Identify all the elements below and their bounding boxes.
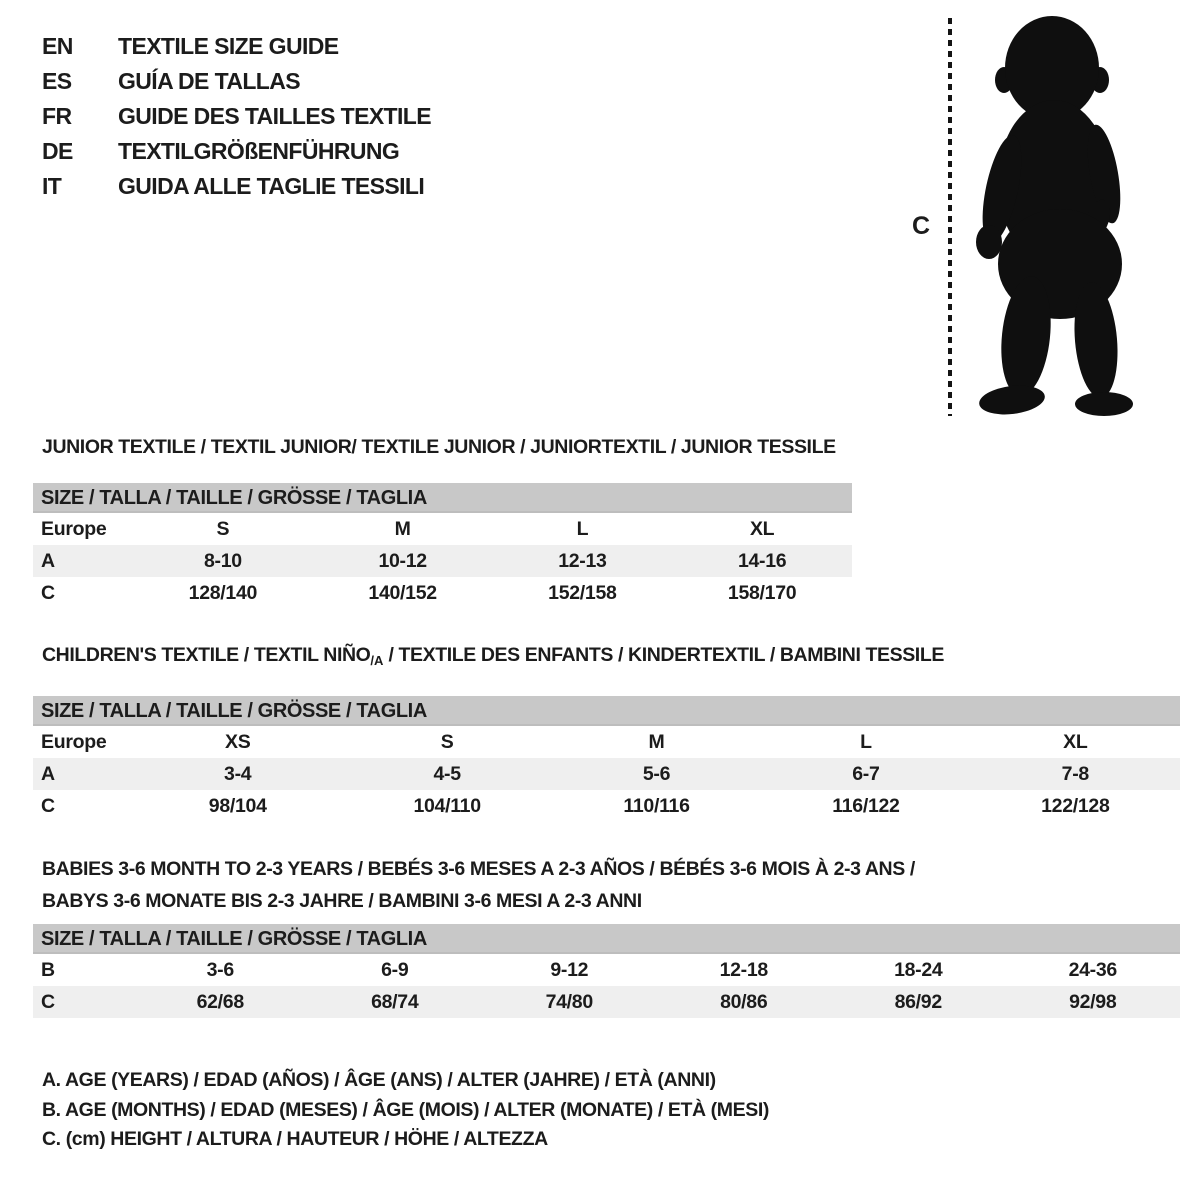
baby-silhouette <box>962 14 1144 420</box>
legend-block <box>42 1066 769 1155</box>
height-cell: 158/170 <box>727 582 797 604</box>
size-cell: M <box>394 518 411 540</box>
age-cell: 4-5 <box>433 763 461 785</box>
junior-textile-section <box>33 437 852 609</box>
height-measure-label: C <box>912 212 931 240</box>
row-label: Europe <box>41 518 107 540</box>
babies-row-height <box>33 986 1180 1018</box>
childrens-textile-section <box>33 645 1180 822</box>
lang-code-en: EN <box>42 33 73 59</box>
lang-code-de: DE <box>42 138 73 164</box>
lang-code-es: ES <box>42 68 72 94</box>
height-cell: 116/122 <box>832 795 900 817</box>
height-cell: 86/92 <box>894 991 942 1013</box>
junior-section-title <box>42 437 852 457</box>
age-cell: 8-10 <box>203 550 242 572</box>
height-cell: 128/140 <box>188 582 258 604</box>
junior-row-height <box>33 577 852 609</box>
childrens-row-height <box>33 790 1180 822</box>
size-cell: XL <box>749 518 775 540</box>
height-cell: 62/68 <box>196 991 244 1013</box>
lang-code-fr: FR <box>42 103 72 129</box>
months-cell: 6-9 <box>381 959 409 981</box>
height-cell: 122/128 <box>1041 795 1110 817</box>
language-title-block <box>42 29 431 204</box>
size-cell: S <box>440 731 454 753</box>
size-cell: L <box>576 518 589 540</box>
height-cell: 74/80 <box>545 991 593 1013</box>
childrens-title-post: / TEXTILE DES ENFANTS / KINDERTEXTIL / BAMBINI TESSILE <box>383 644 944 666</box>
height-cell: 68/74 <box>371 991 419 1013</box>
row-label: C <box>41 991 55 1013</box>
childrens-title-sub: /A <box>370 653 384 668</box>
row-label: Europe <box>41 731 107 753</box>
age-cell: 7-8 <box>1061 763 1089 785</box>
height-cell: 104/110 <box>413 795 481 817</box>
lang-row-de <box>42 134 431 169</box>
childrens-section-title <box>42 645 1180 671</box>
junior-size-header: SIZE / TALLA / TAILLE / GRÖSSE / TAGLIA <box>33 483 852 513</box>
lang-row-fr <box>42 99 431 134</box>
height-cell: 140/152 <box>368 582 437 604</box>
row-label: B <box>41 959 55 981</box>
lang-code-it: IT <box>42 173 62 199</box>
height-measure-line <box>948 18 952 416</box>
height-cell: 80/86 <box>720 991 768 1013</box>
childrens-row-europe <box>33 726 1180 758</box>
age-cell: 14-16 <box>737 550 787 572</box>
months-cell: 9-12 <box>550 959 589 981</box>
lang-title-de: TEXTILGRÖßENFÜHRUNG <box>118 138 400 164</box>
childrens-row-age <box>33 758 1180 790</box>
months-cell: 18-24 <box>894 959 943 981</box>
childrens-title-pre: CHILDREN'S TEXTILE / TEXTIL NIÑO <box>42 644 371 666</box>
babies-title-line2: BABYS 3-6 MONATE BIS 2-3 JAHRE / BAMBINI 3-6 MESI A 2-3 ANNI <box>42 890 642 912</box>
size-cell: XL <box>1063 731 1088 753</box>
childrens-size-header: SIZE / TALLA / TAILLE / GRÖSSE / TAGLIA <box>33 696 1180 726</box>
row-label: C <box>41 795 55 817</box>
legend-age-years: A. AGE (YEARS) / EDAD (AÑOS) / ÂGE (ANS) / ALTER (JAHRE) / ETÀ (ANNI) <box>42 1069 716 1091</box>
lang-title-it: GUIDA ALLE TAGLIE TESSILI <box>118 173 425 199</box>
months-cell: 3-6 <box>206 959 234 981</box>
height-cell: 98/104 <box>208 795 267 817</box>
age-cell: 6-7 <box>852 763 880 785</box>
lang-row-en <box>42 29 431 64</box>
lang-row-es <box>42 64 431 99</box>
size-cell: S <box>216 518 230 540</box>
height-cell: 152/158 <box>548 582 617 604</box>
babies-textile-section <box>33 853 1180 1018</box>
row-label: C <box>41 582 55 604</box>
babies-size-header: SIZE / TALLA / TAILLE / GRÖSSE / TAGLIA <box>33 924 1180 954</box>
row-label: A <box>41 550 55 572</box>
junior-row-age <box>33 545 852 577</box>
age-cell: 5-6 <box>642 763 671 785</box>
size-cell: L <box>860 731 872 753</box>
months-cell: 24-36 <box>1068 959 1117 981</box>
junior-row-europe <box>33 513 852 545</box>
lang-title-es: GUÍA DE TALLAS <box>118 68 300 94</box>
legend-height-cm: C. (cm) HEIGHT / ALTURA / HAUTEUR / HÖHE / ALTEZZA <box>42 1128 548 1150</box>
lang-title-fr: GUIDE DES TAILLES TEXTILE <box>118 103 431 129</box>
height-cell: 92/98 <box>1069 991 1117 1013</box>
babies-row-months <box>33 954 1180 986</box>
age-cell: 3-4 <box>224 763 252 785</box>
legend-age-months: B. AGE (MONTHS) / EDAD (MESES) / ÂGE (MOIS) / ALTER (MONATE) / ETÀ (MESI) <box>42 1098 769 1121</box>
lang-title-en: TEXTILE SIZE GUIDE <box>118 33 339 59</box>
size-cell: XS <box>224 731 251 753</box>
height-cell: 110/116 <box>623 795 690 817</box>
age-cell: 12-13 <box>558 550 607 572</box>
size-cell: M <box>648 731 665 753</box>
babies-title-line1: BABIES 3-6 MONTH TO 2-3 YEARS / BEBÉS 3-6 MESES A 2-3 AÑOS / BÉBÉS 3-6 MOIS À 2-3 ANS / <box>42 858 915 880</box>
age-cell: 10-12 <box>378 550 427 572</box>
lang-row-it <box>42 169 431 204</box>
row-label: A <box>41 763 55 785</box>
months-cell: 12-18 <box>719 959 768 981</box>
junior-section-title-text: JUNIOR TEXTILE / TEXTIL JUNIOR/ TEXTILE JUNIOR / JUNIORTEXTIL / JUNIOR TESSILE <box>42 436 836 458</box>
babies-section-title <box>42 853 1180 917</box>
